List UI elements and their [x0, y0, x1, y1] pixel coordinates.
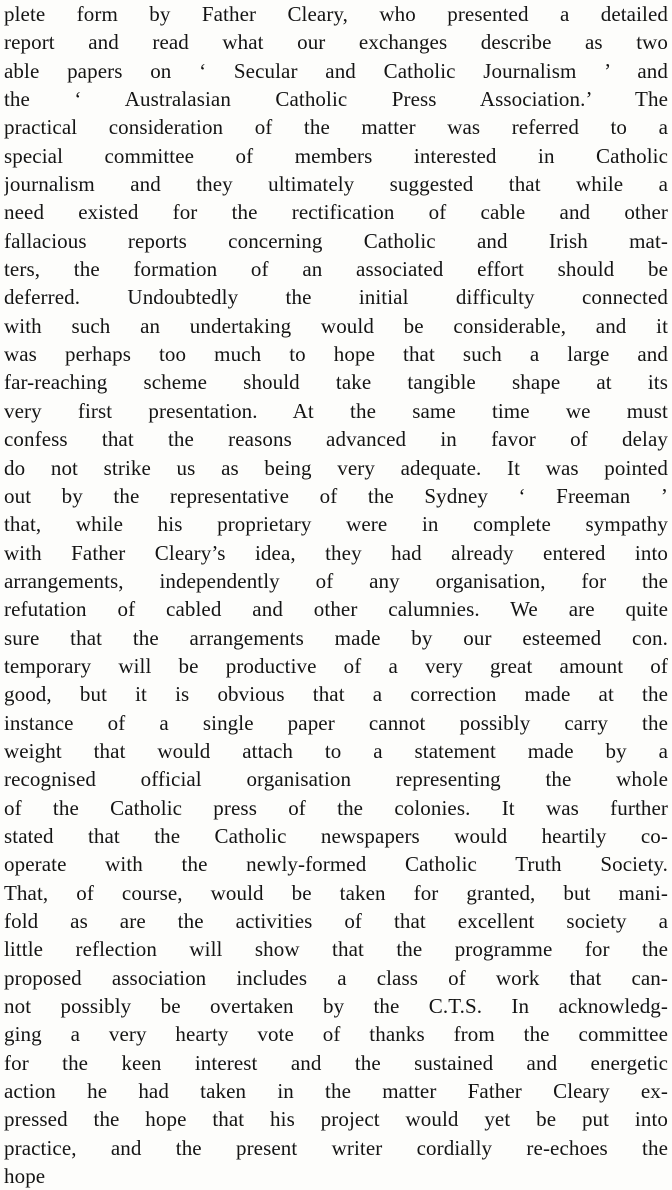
article-column: [4, 0, 668, 1190]
article-line: weight that would attach to a statement made by a: [4, 738, 668, 763]
article-line: confess that the reasons advanced in favor of delay: [4, 427, 668, 452]
article-line: pressed the hope that his project would yet be put into: [4, 1107, 668, 1132]
article-line: plete form by Father Cleary, who presented a detailed: [4, 2, 668, 26]
article-line: action he had taken in the matter Father Cleary ex-: [4, 1079, 668, 1104]
article-line: little reflection will show that the programme for the: [4, 937, 668, 962]
article-line: refutation of cabled and other calumnies. We are quite: [4, 597, 668, 622]
article-line: operate with the newly-formed Catholic Truth Society.: [4, 852, 668, 877]
article-line: arrangements, independently of any organisation, for the: [4, 568, 668, 593]
article-line: fallacious reports concerning Catholic and Irish mat-: [4, 228, 668, 253]
article-line: practice, and the present writer cordially re-echoes the: [4, 1135, 668, 1160]
article-line: that, while his proprietary were in complete sympathy: [4, 512, 668, 537]
article-line: instance of a single paper cannot possibly carry the: [4, 710, 668, 735]
article-line: report and read what our exchanges describe as two: [4, 30, 668, 55]
article-line: deferred. Undoubtedly the initial difficulty connected: [4, 285, 668, 310]
article-line: ters, the formation of an associated effort should be: [4, 257, 668, 282]
article-line: far-reaching scheme should take tangible shape at its: [4, 370, 668, 395]
article-line: practical consideration of the matter was referred to a: [4, 115, 668, 140]
article-line: good, but it is obvious that a correction made at the: [4, 682, 668, 707]
article-line: able papers on ‘ Secular and Catholic Journalism ’ and: [4, 58, 668, 83]
article-line: ging a very hearty vote of thanks from the committee: [4, 1022, 668, 1047]
article-line: That, of course, would be taken for granted, but mani-: [4, 880, 668, 905]
article-line: not possibly be overtaken by the C.T.S. In acknowledg-: [4, 994, 668, 1019]
article-line: fold as are the activities of that excellent society a: [4, 909, 668, 933]
article-line: was perhaps too much to hope that such a large and: [4, 342, 668, 367]
article-line: for the keen interest and the sustained and energetic: [4, 1050, 668, 1075]
article-line: the ‘ Australasian Catholic Press Association.’ The: [4, 87, 668, 112]
article-line: special committee of members interested in Catholic: [4, 143, 668, 168]
article-line: of the Catholic press of the colonies. It was further: [4, 795, 668, 820]
article-line: sure that the arrangements made by our esteemed con.: [4, 625, 668, 650]
article-line: do not strike us as being very adequate. It was pointed: [4, 455, 668, 480]
article-line: temporary will be productive of a very great amount of: [4, 653, 668, 678]
article-line: stated that the Catholic newspapers would heartily co-: [4, 823, 668, 848]
article-line: recognised official organisation representing the whole: [4, 767, 668, 792]
article-line: out by the representative of the Sydney ‘ Freeman ’: [4, 483, 668, 508]
article-line: hope: [4, 1164, 46, 1189]
article-line: proposed association includes a class of work that can-: [4, 965, 668, 990]
article-line: journalism and they ultimately suggested that while a: [4, 172, 668, 197]
article-line: very first presentation. At the same time we must: [4, 398, 668, 423]
article-line: need existed for the rectification of cable and other: [4, 200, 668, 225]
article-line: with such an undertaking would be considerable, and it: [4, 313, 668, 338]
article-line: with Father Cleary’s idea, they had already entered into: [4, 540, 668, 565]
